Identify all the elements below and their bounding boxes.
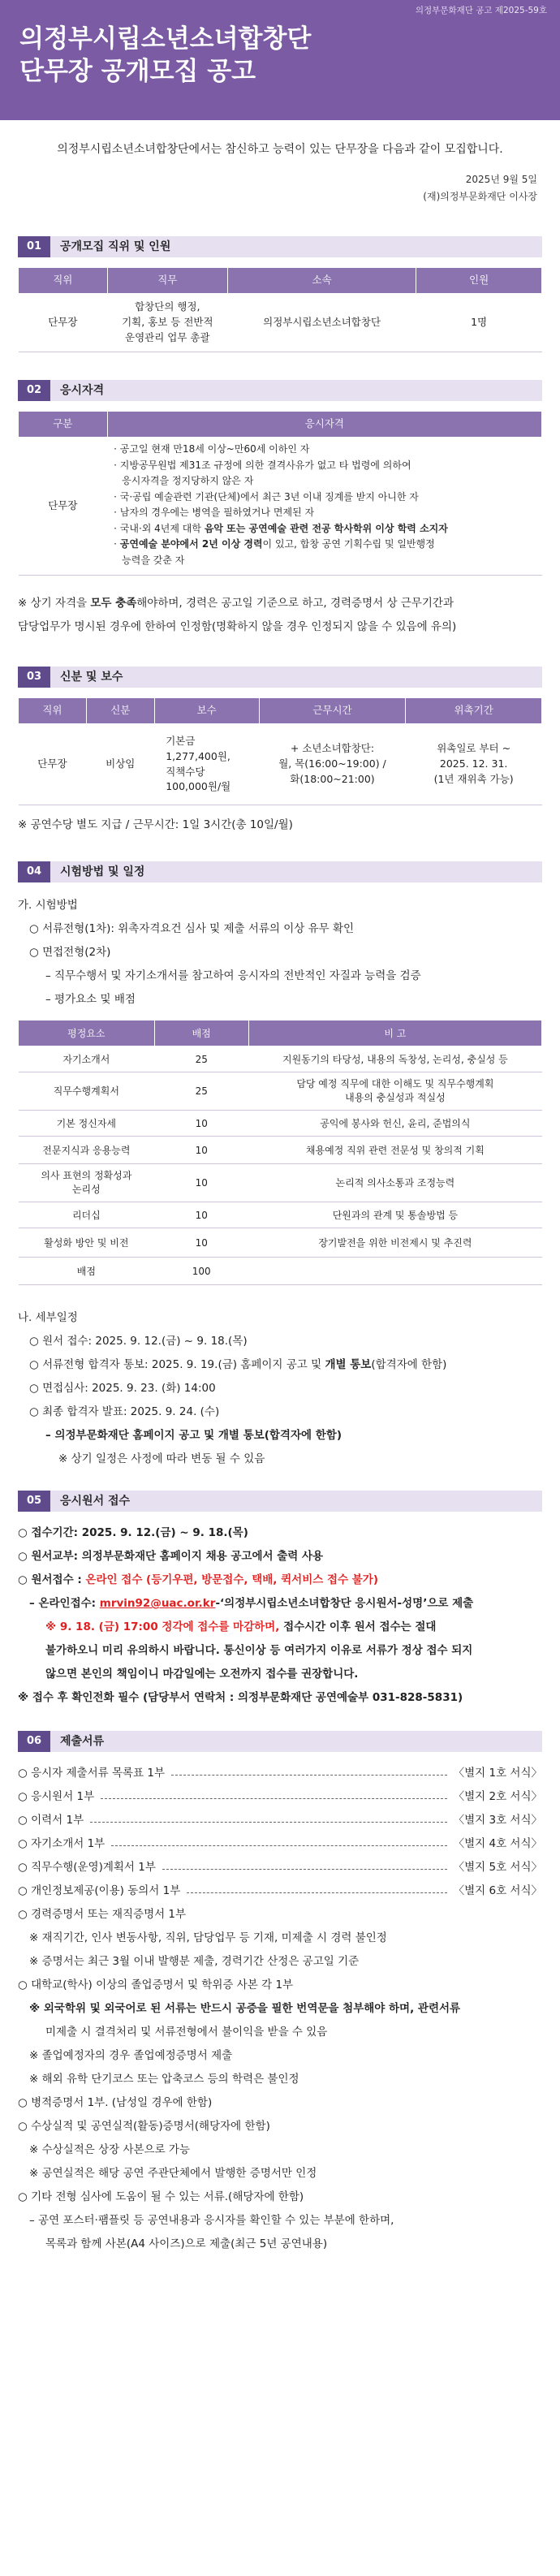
list-item: – 공연 포스터·팸플릿 등 공연내용과 응시자를 확인할 수 있는 부분에 한하며,: [29, 2214, 394, 2227]
document-item: ○ 응시자 제출서류 목록표 1부 〈별지 1호 서식〉: [18, 1767, 542, 1780]
table-header: 비 고: [248, 1020, 541, 1046]
list-item: · 남자의 경우에는 병역을 필하였거나 면제된 자: [114, 507, 315, 518]
table-header: 직위: [19, 268, 108, 294]
list-item: ○ 서류전형(1차): 위촉자격요건 심사 및 제출 서류의 이상 유무 확인: [29, 922, 355, 935]
list-item: ※ 증명서는 최근 3월 이내 발행분 제출, 경력기간 산정은 공고일 기준: [29, 1955, 360, 1968]
positions-table: [18, 267, 542, 352]
table-cell: 비상임: [86, 724, 154, 805]
list-item: ※ 외국학위 및 외국어로 된 서류는 반드시 공증을 필한 번역문을 첨부해야 하며, 관련서류: [29, 2002, 461, 2015]
section-header: [18, 236, 542, 257]
list-item: · 지방공무원법 제31조 규정에 의한 결격사유가 없고 타 법령에 의하여: [114, 459, 411, 471]
section-number: 06: [18, 1731, 50, 1752]
section-number: 02: [18, 380, 50, 401]
section-header: [18, 1491, 542, 1512]
list-item: – 온라인접수: mrvin92@uac.or.kr-‘의정부시립소년소녀합창단 응시원서-성명’으로 제출: [29, 1597, 474, 1610]
list-item: ○ 원서접수 : 온라인 접수 (등기우편, 방문접수, 택배, 퀵서비스 접수 불가): [18, 1573, 379, 1586]
table-row: [19, 724, 542, 805]
table-row: 자기소개서 25 지원동기의 타당성, 내용의 독창성, 논리성, 충실성 등: [19, 1046, 542, 1072]
title-line-1: 의정부시립소년소녀합창단: [19, 24, 312, 54]
table-cell: 단무장: [19, 438, 108, 576]
table-cell: 의정부시립소년소녀합창단: [227, 294, 416, 352]
list-item: ※ 상기 일정은 사정에 따라 변동 될 수 있음: [58, 1452, 265, 1465]
section-header: [18, 380, 542, 401]
notice-date: 2025년 9월 5일: [465, 174, 537, 185]
salary-note: ※ 공연수당 별도 지급 / 근무시간: 1일 3시간(총 10일/월): [18, 818, 293, 831]
document-item: ○ 직무수행(운영)계획서 1부 〈별지 5호 서식〉: [18, 1861, 542, 1874]
table-row: [19, 438, 542, 576]
list-item: ○ 접수기간: 2025. 9. 12.(금) ~ 9. 18.(목): [18, 1526, 248, 1539]
document-item: ○ 개인정보제공(이용) 동의서 1부 〈별지 6호 서식〉: [18, 1884, 542, 1897]
section-number: 03: [18, 667, 50, 688]
section-title: 시험방법 및 일정: [50, 861, 542, 882]
table-cell: 합창단의 행정, 기획, 홍보 등 전반적 운영관리 업무 총괄: [107, 294, 227, 352]
table-cell: + 소년소녀합창단: 월, 목(16:00~19:00) / 화(18:00~21:00): [259, 724, 406, 805]
table-cell: 단무장: [19, 294, 108, 352]
list-item: ○ 면접전형(2차): [29, 946, 111, 959]
list-item: ○ 서류전형 합격자 통보: 2025. 9. 19.(금) 홈페이지 공고 및 개별 통보(합격자에 한함): [29, 1358, 447, 1371]
list-item: ○ 기타 전형 심사에 도움이 될 수 있는 서류.(해당자에 한함): [18, 2190, 304, 2203]
section-salary: [18, 667, 542, 837]
list-item: ※ 재직기간, 인사 변동사항, 직위, 담당업무 등 기재, 미제출 시 경력 불인정: [29, 1931, 387, 1944]
salary-table: [18, 697, 542, 805]
section-title: 응시원서 접수: [50, 1491, 542, 1512]
date-block: [0, 158, 560, 205]
table-row: [19, 294, 542, 352]
list-item: 응시자격을 정지당하지 않은 자: [122, 475, 254, 486]
table-cell: 단무장: [19, 724, 87, 805]
list-item: ○ 최종 합격자 발표: 2025. 9. 24. (수): [29, 1405, 220, 1418]
table-row: 전문지식과 응용능력 10 채용예정 직위 관련 전문성 및 창의적 기획: [19, 1137, 542, 1164]
table-header: 배점: [154, 1020, 248, 1046]
section-title: 응시자격: [50, 380, 542, 401]
table-header: 응시자격: [107, 412, 541, 438]
subsection-title: 가. 시험방법: [18, 899, 78, 912]
list-item: ※ 접수 후 확인전화 필수 (담당부서 연락처 : 의정부문화재단 공연예술부 031-828-5831): [18, 1691, 463, 1704]
document-item: ○ 응시원서 1부 〈별지 2호 서식〉: [18, 1790, 542, 1803]
table-cell: 위촉일로 부터 ~ 2025. 12. 31. (1년 재위촉 가능): [406, 724, 542, 805]
title-line-2: 단무장 공개모집 공고: [19, 57, 256, 86]
page-title: [19, 15, 541, 88]
section-header: [18, 861, 542, 882]
list-item: ※ 9. 18. (금) 17:00 정각에 접수를 마감하며, 접수시간 이후 원서 접수는 절대: [45, 1620, 437, 1633]
section-application: [18, 1491, 542, 1710]
section-title: 공개모집 직위 및 인원: [50, 236, 542, 257]
intro-text: 의정부시립소년소녀합창단에서는 참신하고 능력이 있는 단무장을 다음과 같이 모집합니다.: [57, 143, 503, 156]
section-header: [18, 667, 542, 688]
section-number: 01: [18, 236, 50, 257]
list-item: 미제출 시 결격처리 및 서류전형에서 불이익을 받을 수 있음: [45, 2026, 328, 2039]
table-header: 위촉기간: [406, 698, 542, 724]
section-number: 04: [18, 861, 50, 882]
table-header: 소속: [227, 268, 416, 294]
section-number: 05: [18, 1491, 50, 1512]
document-item: ○ 자기소개서 1부 〈별지 4호 서식〉: [18, 1837, 542, 1850]
list-item: ○ 원서교부: 의정부문화재단 홈페이지 채용 공고에서 출력 사용: [18, 1550, 324, 1563]
table-header: 보수: [154, 698, 259, 724]
table-row: 직무수행계획서 25 담당 예정 직무에 대한 이해도 및 직무수행계획 내용의 충실성과 적실성: [19, 1072, 542, 1111]
table-header: 직위: [19, 698, 87, 724]
list-item: 불가하오니 미리 유의하시 바랍니다. 통신이상 등 여러가지 이유로 서류가 정상 접수 되지: [45, 1644, 473, 1657]
table-cell: 기본금 1,277,400원, 직책수당 100,000원/월: [154, 724, 259, 805]
list-item: ○ 원서 접수: 2025. 9. 12.(금) ~ 9. 18.(목): [29, 1335, 248, 1348]
qualification-list: [107, 438, 541, 576]
table-row: 활성화 방안 및 비전 10 장기발전을 위한 비전제시 및 추진력: [19, 1228, 542, 1258]
qualification-note: ※ 상기 자격을 모두 충족해야하며, 경력은 공고일 기준으로 하고, 경력증명서 상 근무기간과 담당업무가 명시된 경우에 한하여 인정함(명확하지 않을 경우 인정되지 않을 수 있음에 유의): [18, 597, 457, 633]
subsection-title: 나. 세부일정: [18, 1311, 78, 1324]
list-item: · 공고일 현재 만18세 이상~만60세 이하인 자: [114, 443, 310, 455]
qualifications-table: [18, 411, 542, 576]
list-item: ※ 졸업예정자의 경우 졸업예정증명서 제출: [29, 2049, 233, 2062]
header-banner: [0, 0, 560, 120]
notice-number: 의정부문화재단 공고 제2025-59호: [415, 6, 547, 15]
list-item: ※ 수상실적은 상장 사본으로 가능: [29, 2143, 191, 2156]
list-item: ○ 수상실적 및 공연실적(활동)증명서(해당자에 한함): [18, 2120, 270, 2133]
table-row: 리더십 10 단원과의 관계 및 통솔방법 등: [19, 1202, 542, 1228]
section-positions: [18, 236, 542, 352]
list-item: – 직무수행서 및 자기소개서를 참고하여 응시자의 전반적인 자질과 능력을 검증: [45, 969, 421, 982]
table-header: 신분: [86, 698, 154, 724]
table-header: 직무: [107, 268, 227, 294]
list-item: ○ 대학교(학사) 이상의 졸업증명서 및 학위증 사본 각 1부: [18, 1978, 294, 1991]
list-item: ○ 병적증명서 1부. (남성일 경우에 한함): [18, 2096, 213, 2109]
list-item: – 평가요소 및 배점: [45, 993, 136, 1006]
list-item: ○ 경력증명서 또는 재직증명서 1부: [18, 1908, 187, 1921]
section-header: [18, 1731, 542, 1752]
table-header: 근무시간: [259, 698, 406, 724]
section-qualifications: [18, 380, 542, 639]
table-header: 구분: [19, 412, 108, 438]
issuing-org: (재)의정부문화재단 이사장: [423, 191, 537, 202]
list-item: 목록과 함께 사본(A4 사이즈)으로 제출(최근 5년 공연내용): [45, 2237, 328, 2250]
list-item: ※ 해외 유학 단기코스 또는 압축코스 등의 학력은 불인정: [29, 2073, 299, 2086]
table-row: 의사 표현의 정확성과 논리성 10 논리적 의사소통과 조정능력: [19, 1164, 542, 1202]
table-row: 배점 100: [19, 1258, 542, 1285]
list-item: · 공연예술 분야에서 2년 이상 경력이 있고, 합창 공연 기획수립 및 일반행정: [114, 538, 435, 550]
list-item: · 국내·외 4년제 대학 음악 또는 공연예술 관련 전공 학사학위 이상 학력 소지자: [114, 522, 448, 534]
section-title: 제출서류: [50, 1731, 542, 1752]
document-item: ○ 이력서 1부 〈별지 3호 서식〉: [18, 1814, 542, 1827]
list-item: ○ 면접심사: 2025. 9. 23. (화) 14:00: [29, 1382, 216, 1395]
table-header: 인원: [416, 268, 542, 294]
section-exam: [18, 861, 542, 1471]
table-header: 평정요소: [19, 1020, 155, 1046]
list-item: · 국·공립 예술관련 기관(단체)에서 최근 3년 이내 징계를 받지 아니한 자: [114, 490, 419, 503]
list-item: 않으면 본인의 책임이니 마감일에는 오전까지 접수를 권장합니다.: [45, 1668, 359, 1681]
section-documents: [18, 1731, 542, 2256]
evaluation-table: [18, 1020, 542, 1285]
table-row: 기본 정신자세 10 공익에 봉사와 헌신, 윤리, 준법의식: [19, 1111, 542, 1137]
section-title: 신분 및 보수: [50, 667, 542, 688]
list-item: ※ 공연실적은 해당 공연 주관단체에서 발행한 증명서만 인정: [29, 2167, 317, 2180]
table-cell: 1명: [416, 294, 542, 352]
list-item: – 의정부문화재단 홈페이지 공고 및 개별 통보(합격자에 한함): [45, 1429, 342, 1442]
list-item: 능력을 갖춘 자: [122, 554, 185, 566]
